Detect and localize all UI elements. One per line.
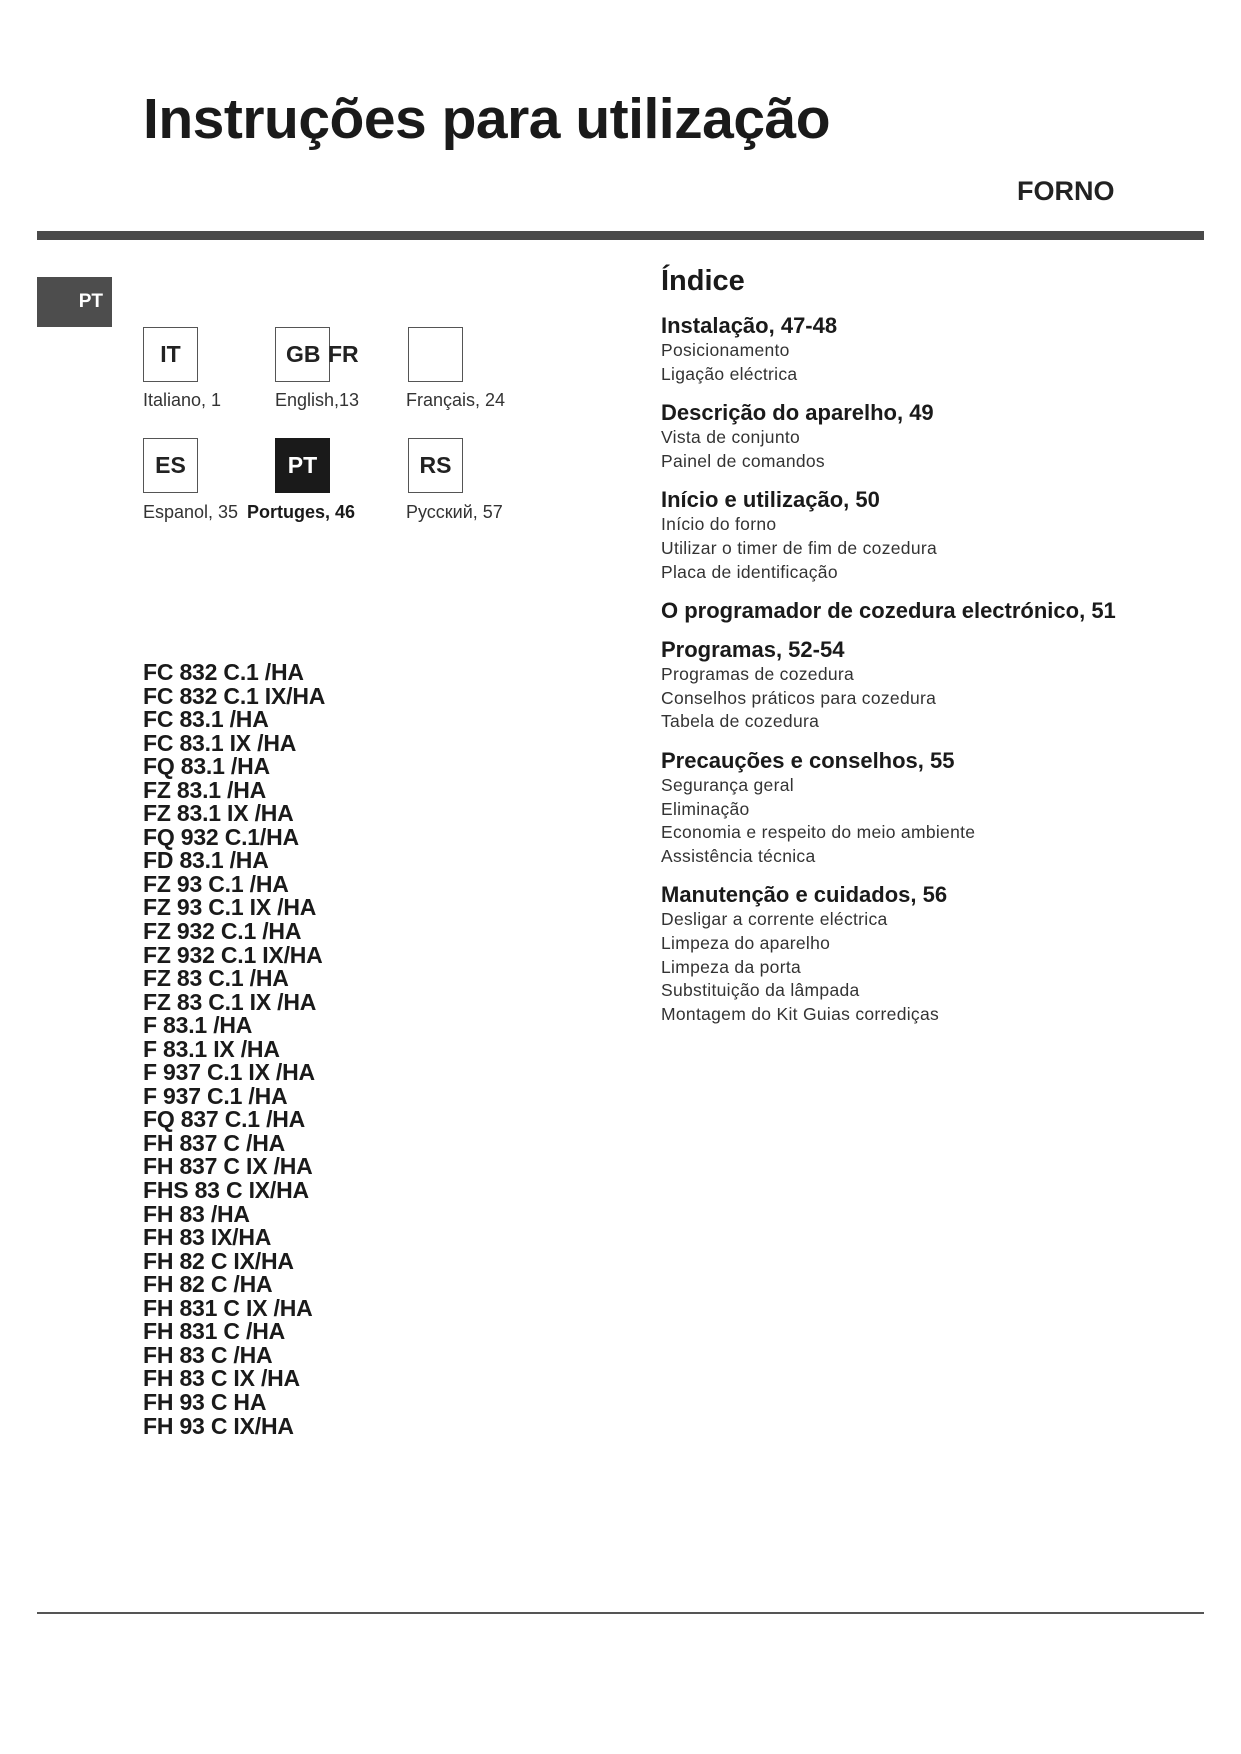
index-section-title: Descrição do aparelho, 49 [661, 400, 934, 426]
lang-box-pt[interactable]: PT [275, 438, 330, 493]
index-section-title: Início e utilização, 50 [661, 487, 880, 513]
model-item: FH 83 C IX /HA [143, 1365, 300, 1392]
model-item: FQ 932 C.1/HA [143, 823, 299, 850]
model-item: F 937 C.1 IX /HA [143, 1059, 315, 1086]
index-title: Índice [661, 265, 745, 297]
index-item: Eliminação [661, 798, 750, 819]
index-section [661, 401, 1161, 473]
product-label: FORNO [1017, 176, 1115, 206]
index-section-title: Manutenção e cuidados, 56 [661, 882, 948, 908]
index-section [661, 314, 1161, 386]
model-item: FH 82 C /HA [143, 1271, 273, 1298]
footer-divider [37, 1612, 1204, 1614]
model-item: FHS 83 C IX/HA [143, 1177, 309, 1204]
index-item: Economia e respeito do meio ambiente [661, 822, 976, 843]
model-item: FH 831 C /HA [143, 1318, 286, 1345]
model-item: FZ 93 C.1 IX /HA [143, 894, 317, 921]
lang-code-gb: GB [286, 341, 321, 367]
model-item: FH 837 C /HA [143, 1129, 286, 1156]
header-divider [37, 231, 1204, 240]
model-item: FH 93 C IX/HA [143, 1412, 294, 1439]
model-list [143, 661, 325, 1438]
model-item: FZ 83 C.1 IX /HA [143, 988, 317, 1015]
model-item: FH 83 /HA [143, 1200, 250, 1227]
index-section-items [661, 339, 1161, 386]
model-item: FZ 932 C.1 /HA [143, 918, 302, 945]
model-item: FZ 93 C.1 /HA [143, 870, 289, 897]
index-item: Desligar a corrente eléctrica [661, 909, 888, 930]
model-item: F 83.1 /HA [143, 1012, 253, 1039]
lang-box-rs[interactable]: RS [408, 438, 463, 493]
index-section-items [661, 663, 1161, 734]
lang-caption-gb: English,13 [275, 390, 360, 410]
model-item: FC 83.1 /HA [143, 706, 269, 733]
index-section-items [661, 774, 1161, 868]
model-item: FH 831 C IX /HA [143, 1294, 313, 1321]
model-item: FC 832 C.1 /HA [143, 659, 304, 685]
language-tab: PT [37, 277, 112, 327]
model-item: FQ 837 C.1 /HA [143, 1106, 306, 1133]
index-section [661, 638, 1161, 734]
lang-code-fr: FR [328, 341, 359, 367]
index-item: Tabela de cozedura [661, 711, 820, 732]
lang-box-gb[interactable] [275, 327, 359, 382]
index-item: Utilizar o timer de fim de cozedura [661, 537, 938, 558]
index-section-title: Programas, 52-54 [661, 637, 845, 663]
model-item: FQ 83.1 /HA [143, 753, 270, 780]
index-section [661, 749, 1161, 868]
lang-box-it[interactable]: IT [143, 327, 198, 382]
model-item: FH 83 IX/HA [143, 1224, 272, 1251]
index-item: Conselhos práticos para cozedura [661, 687, 937, 708]
index-item: Posicionamento [661, 340, 790, 360]
index-sections [661, 314, 1161, 1026]
index-item: Programas de cozedura [661, 664, 855, 685]
lang-caption-rs: Русский, 57 [406, 502, 503, 522]
model-item: FC 832 C.1 IX/HA [143, 682, 326, 709]
index-item: Ligação eléctrica [661, 363, 798, 384]
model-item: FH 83 C /HA [143, 1341, 273, 1368]
model-item: FH 82 C IX/HA [143, 1247, 294, 1274]
index-item: Segurança geral [661, 774, 794, 795]
model-item: F 83.1 IX /HA [143, 1035, 280, 1062]
model-item: FH 93 C HA [143, 1388, 267, 1415]
model-item: FH 837 C IX /HA [143, 1153, 313, 1180]
model-item: FD 83.1 /HA [143, 847, 269, 874]
index-item: Montagem do Kit Guias corrediças [661, 1003, 940, 1024]
index-section [661, 488, 1161, 584]
index-section-items [661, 513, 1161, 584]
page-title: Instruções para utilização [143, 87, 831, 151]
index-section-items [661, 908, 1161, 1026]
index-section-title: Instalação, 47-48 [661, 313, 838, 338]
index-item: Início do forno [661, 514, 777, 535]
model-item: FZ 83.1 IX /HA [143, 800, 294, 827]
lang-caption-es: Espanol, 35 [143, 502, 239, 522]
model-item: FC 83.1 IX /HA [143, 729, 297, 756]
index-section [661, 599, 1161, 623]
index-item: Limpeza do aparelho [661, 932, 831, 953]
model-item: FZ 83 C.1 /HA [143, 965, 289, 992]
lang-box-fr[interactable] [408, 327, 463, 382]
index-item: Substituição da lâmpada [661, 980, 860, 1001]
index-item: Placa de identificação [661, 561, 838, 582]
lang-caption-pt: Portuges, 46 [247, 502, 356, 522]
index-section-title: O programador de cozedura electrónico, 51 [661, 598, 1116, 624]
index-item: Painel de comandos [661, 450, 825, 471]
index-section-items [661, 426, 1161, 473]
lang-caption-fr: Français, 24 [406, 390, 506, 410]
index-item: Limpeza da porta [661, 956, 802, 977]
lang-caption-it: Italiano, 1 [143, 390, 222, 410]
index-item: Assistência técnica [661, 845, 816, 866]
language-selector [143, 327, 563, 532]
model-item: FZ 932 C.1 IX/HA [143, 941, 323, 968]
model-item: F 937 C.1 /HA [143, 1082, 288, 1109]
lang-box-es[interactable]: ES [143, 438, 198, 493]
model-item: FZ 83.1 /HA [143, 776, 267, 803]
index-item: Vista de conjunto [661, 427, 801, 448]
index-section-title: Precauções e conselhos, 55 [661, 747, 955, 773]
index-section [661, 883, 1161, 1026]
table-of-contents [661, 265, 1161, 1041]
